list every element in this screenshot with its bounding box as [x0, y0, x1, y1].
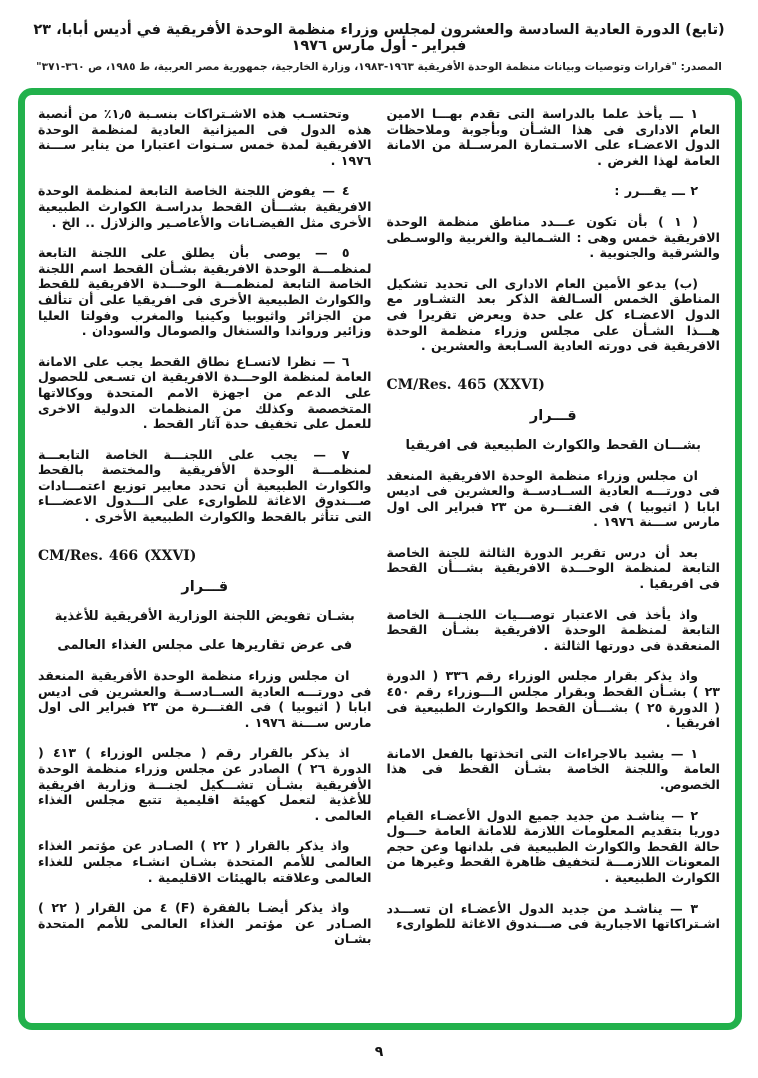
column-right	[387, 106, 721, 1015]
paragraph: ٤ — يفوض اللجنة الخاصة التابعة لمنظمة الوحدة الافريقية بشـــأن القحط بدراسـة الكوارث الطبيعية الأخرى مثل الفيضـانات والأعاصـير والزلازل .. الخ .	[38, 183, 372, 230]
resolution-code: CM/Res. 466 (XXVI)	[38, 547, 197, 564]
resolution-code: CM/Res. 465 (XXVI)	[386, 376, 545, 393]
two-column-layout	[25, 95, 735, 1023]
paragraph: وتحتسـب هذه الاشـتراكات بنسـبة ١٫٥٪ من أنصبة هذه الدول فى الميزانية العادية لمنظمة الوحدة الافريقية لمدة خمس سـنوات اعتبارا من يناير ســـنة ١٩٧٦ .	[38, 106, 372, 168]
paragraph: ان مجلس وزراء منظمة الوحدة الافريقية المنعقد فى دورتـــه العادية الســادســة والعشرين فى اديس ابابا ( اثيوبيا ) فى الفتـــرة من ٢٣ فبراير الى اول مارس ســـنة ١٩٧٦ .	[386, 467, 720, 530]
paragraph: ٢ ـــ يقـــرر :	[614, 183, 698, 199]
page-number: ٩	[374, 1044, 384, 1060]
paragraph: ٣ — يناشـد من جديد الدول الأعضـاء ان تســـدد اشـتراكاتها الاجبارية فى صـــندوق الاغاثة للطوارىء	[386, 900, 720, 932]
paragraph: ٥ — يوصى بأن يطلق على اللجنة التابعة لمنظمـــة الوحدة الافريقية بشـأن القحط اسم اللجنة الخاصة التابعة لمنظمـــة الوحـــدة الافريقية للقحط والكوارث الطبيعية الأخرى فى افريقيا على أن تتألف من الجزائر واثيوبيا وكينيا والمغرب وفولتا العليا وزائير ورواندا والسنغال والصومال والسودان .	[38, 245, 372, 339]
paragraph: ٢ — يناشـد من جديد جميع الدول الأعضـاء القيام دوريا بتقديم المعلومات اللازمة للامانة العامة حـــول حالة القحط والكوارث الطبيعية فى بلدانها وعن حجم المعونات اللازمـــة لتخفيف ظاهرة القحط وغيرها من الكوارث الطبيعية .	[386, 807, 720, 885]
paragraph: ١ — يشيد بالاجراءات التى اتخذتها بالفعل الامانة العامة واللجنة الخاصة بشـأن القحط فى هذا الخصوص.	[386, 745, 720, 792]
resolution-title: قـــرار	[181, 579, 229, 596]
paragraph: واذ يأخذ فى الاعتبار توصـــيات اللجنـــة الخاصة التابعة لمنظمة الوحدة الافريقية بشـأن القحط المنعقدة فى دورتها الثالثة .	[386, 606, 720, 653]
paragraph: ( ١ ) بأن تكون عـــدد مناطق منظمة الوحدة الافريقية خمس وهى : الشـمالية والغربية والوسـطى والشرقية والجنوبية .	[386, 213, 720, 261]
paragraph: ان مجلس وزراء منظمة الوحدة الأفريقية المنعقد فى دورتـــه العادية الســادســة والعشرين فى اديس ابابا ( اثيوبيا ) فى الفتـــرة من ٢٣ فبراير الى اول مارس ســـنة ١٩٧٦ .	[38, 668, 372, 730]
paragraph: اذ يذكر بالقرار رقم ( مجلس الوزراء ) ٤١٣ ( الدورة ٢٦ ) الصادر عن مجلس وزراء منظمة الوحدة الأفريقية بشـأن تشـــكيل لجنـــة وزارية افريقية للأغذية لتعمل كهيئة اقليمية تتبع مجلس الغذاء العالمى .	[38, 745, 372, 823]
column-left	[38, 106, 372, 1015]
paragraph: ١ ـــ يأخذ علما بالدراسة التى تقدم بهـــا الامين العام الادارى فى هذا الشـأن وبأجوبة وملاحظات الدول الاعضـاء على الاسـتمارة المرســلة من الامانة العامة لهذا الغرض .	[386, 106, 720, 168]
resolution-subject: بشـــان القحط والكوارث الطبيعية فى افريقيا	[405, 437, 701, 453]
resolution-title: قـــرار	[529, 408, 577, 425]
paragraph: واذ يذكر بقرار مجلس الوزراء رقم ٣٣٦ ( الدورة ٢٣ ) بشـأن القحط وبقرار مجلس الـــوزراء رقم ٤٥٠ ( الدورة ٢٥ ) بشـــأن القحط والكوارث الطبيعية فى افريقيا .	[386, 668, 720, 731]
paragraph: ٦ — نظرا لاتسـاع نطاق القحط يجب على الامانة العامة لمنظمة الوحـــدة الافريقية ان تسـعى للحصول على الدعم من اجهزة الامم المتحدة ووكالاتها المتخصصة وكذلك من المنظمات الدولية الاخرى للعمل على تخفيف حدة آثار القحط .	[38, 353, 372, 432]
content-frame	[18, 88, 742, 1030]
paragraph: (ب) يدعو الأمين العام الادارى الى تحديد تشكيل المناطق الخمس السـالفة الذكر بعد التشـاور مع الدول الاعضـاء كل على حدة ويعرض تقريرا فى هـــذا الشـأن على مجلس وزراء منظمة الوحدة الافريقية فى دورته العادية السـابعة والعشرين .	[386, 275, 720, 354]
paragraph: بعد أن درس تقرير الدورة الثالثة للجنة الخاصة التابعة لمنظمة الوحـــدة الافريقية بشـــأن القحط فى افريقيا .	[386, 544, 720, 592]
resolution-subject: فى عرض تقاريرها على مجلس الغذاء العالمى	[57, 638, 353, 654]
page-header-line1: (تابع) الدورة العادية السادسة والعشرون لمجلس وزراء منظمة الوحدة الأفريقية في أديس أبابا، ٢٣ فبراير - أول مارس ١٩٧٦	[33, 22, 725, 54]
paragraph: ٧ — يجب على اللجنـــة الخاصة التابعـــة لمنظمـــة الوحدة الأفريقية والمختصة بالقحط والكوارث الطبيعية أن تحدد معايير توزيع اعتمـــادات صـــندوق الاغاثة للطوارىء على الـــدول الاعضـــاء التى تتأثر بالقحط والكوارث الطبيعية الأخرى .	[38, 446, 372, 525]
paragraph: واذ يذكر أيضـا بالفقرة (F) ٤ من القرار ( ٢٢ ) الصـادر عن مؤتمر الغذاء العالمى للأمم المتحدة بشـان	[38, 900, 372, 947]
resolution-subject: بشـان تفويض اللجنة الوزارية الأفريقية للأغذية	[54, 608, 355, 624]
page-header	[0, 22, 758, 73]
page-header-line2: المصدر: "قرارات وتوصيات وبيانات منظمة الوحدة الأفريقية ١٩٦٣-١٩٨٣، وزارة الخارجية، جمهورية مصر العربية، ط ١٩٨٥، ص ٣٦٠-٣٧١"	[36, 61, 722, 73]
paragraph: واذ يذكر بالقرار ( ٢٢ ) الصـادر عن مؤتمر الغذاء العالمى للأمم المتحدة بشـان انشـاء مجلس للغذاء العالمى وعلاقته بالهيئات الاقليمية .	[38, 838, 372, 885]
